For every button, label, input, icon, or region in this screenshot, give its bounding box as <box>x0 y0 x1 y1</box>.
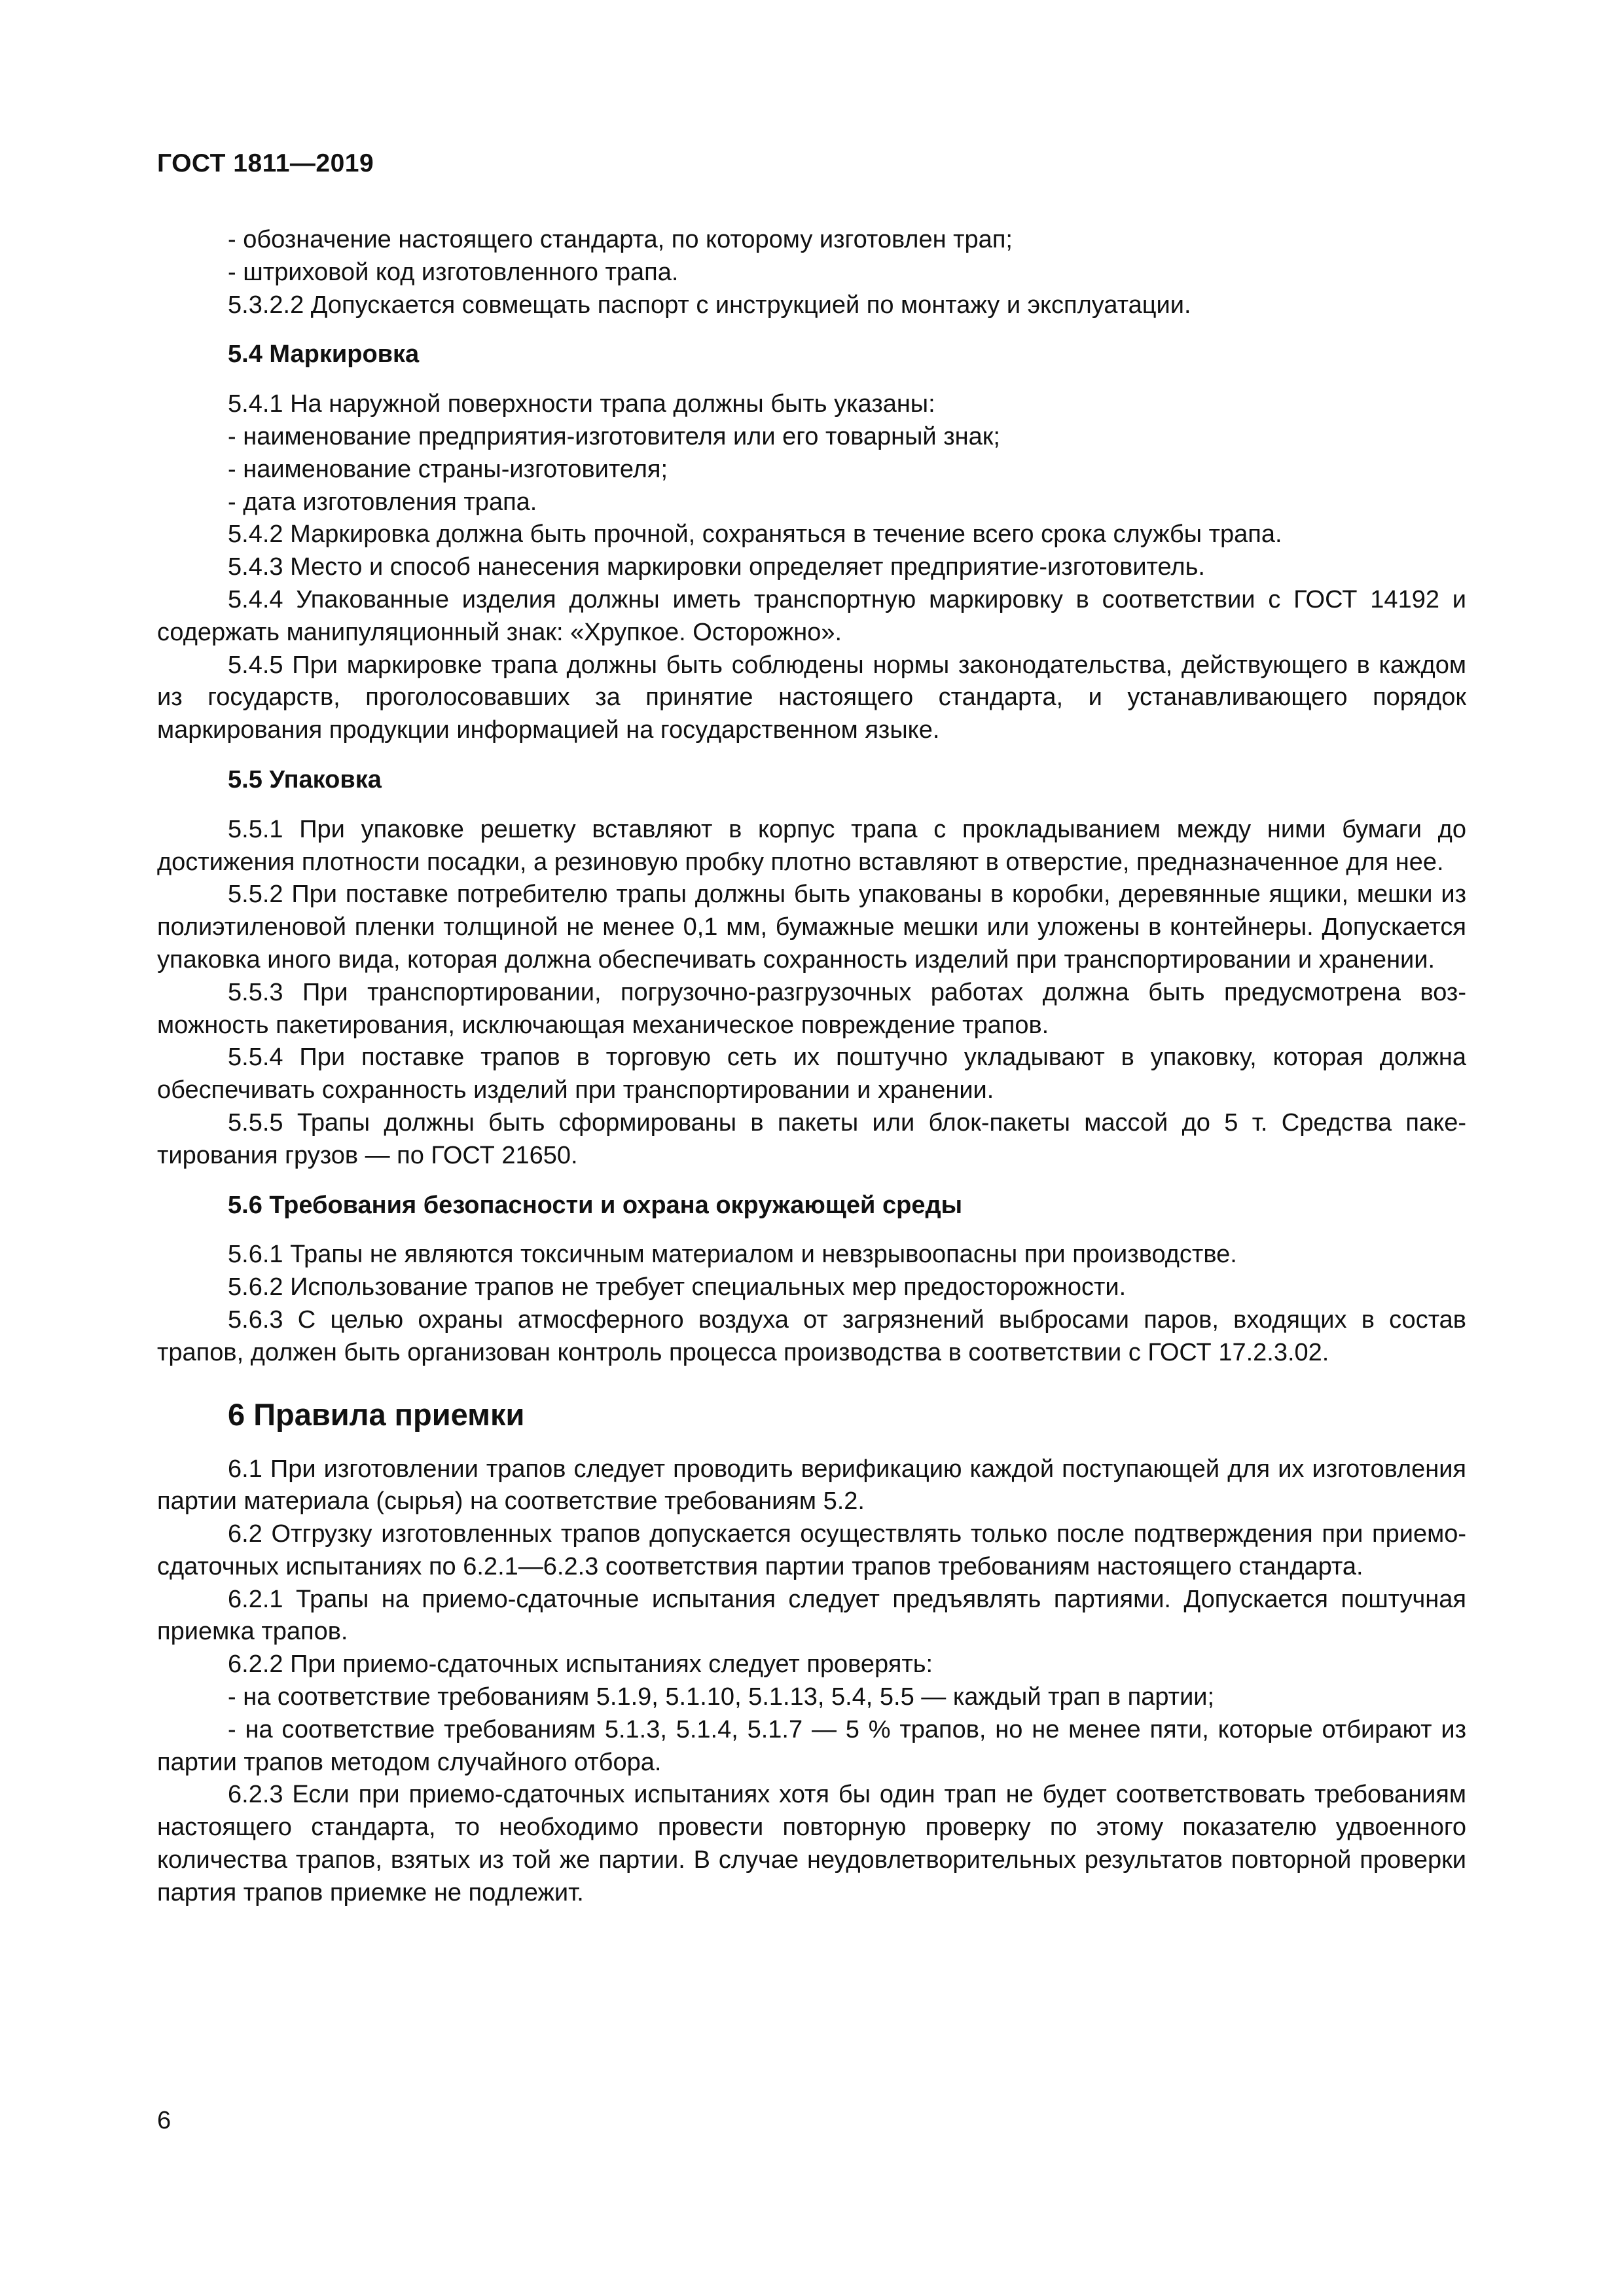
paragraph: - штриховой код изготовленного трапа. <box>228 258 679 286</box>
subsection-heading: 5.5 Упаковка <box>228 765 382 793</box>
paragraph: 6.2.3 Если при приемо-сдаточных испытаниях хотя бы один трап не будет соответствовать требованиям настоящего стандарта, то необходимо провести повторную проверку по этому показателю удвоенного количества трапов, взятых из той же партии. В случае неудовлетворительных результатов повторной проверки партия трапов приемке не подлежит. <box>157 1781 1466 1906</box>
paragraph: 6.2.1 Трапы на приемо-сдаточные испытания следует предъявлять партиями. Допускается поштучная приемка трапов. <box>157 1585 1466 1646</box>
paragraph: 5.4.5 При маркировке трапа должны быть соблюдены нормы законодательства, действующего в каждом из государств, проголосовавших за принятие настоящего стандарта, и устанавливающего порядок маркирования продукции информацией на государственном языке. <box>157 651 1466 744</box>
paragraph: 5.6.3 С целью охраны атмосферного воздуха от загрязнений выбросами паров, входящих в состав трапов, должен быть организован контроль процесса производства в соответствии с ГОСТ 17.2.3.02. <box>157 1305 1466 1366</box>
paragraph: 6.2 Отгрузку изготовленных трапов допускается осуществлять только после подтверждения при приемо-сдаточных испытаниях по 6.2.1—6.2.3 соответствия партии трапов требованиям настоящего стандарта. <box>157 1520 1466 1580</box>
paragraph: 5.5.1 При упаковке решетку вставляют в корпус трапа с прокладыванием между ними бумаги до достижения плотности посадки, а резиновую пробку плотно вставляют в отверстие, предназначенное для нее. <box>157 815 1466 876</box>
paragraph: 5.3.2.2 Допускается совмещать паспорт с инструкцией по монтажу и эксплуатации. <box>228 291 1191 319</box>
paragraph: 5.4.2 Маркировка должна быть прочной, сохраняться в течение всего срока службы трапа. <box>228 520 1282 549</box>
page-number: 6 <box>157 2107 171 2134</box>
document-code: ГОСТ 1811—2019 <box>157 149 374 177</box>
paragraph: 5.4.3 Место и способ нанесения маркировки определяет предприятие-изготовитель. <box>228 553 1205 581</box>
paragraph: 5.6.1 Трапы не являются токсичным материалом и невзрывоопасны при производстве. <box>228 1241 1237 1269</box>
paragraph: 5.4.4 Упакованные изделия должны иметь транспортную маркировку в соответствии с ГОСТ 14192 и содержать манипуляционный знак: «Хрупкое. Осторожно». <box>157 585 1466 646</box>
paragraph: - дата изготовления трапа. <box>228 488 537 516</box>
paragraph: 5.5.5 Трапы должны быть сформированы в пакеты или блок-пакеты массой до 5 т. Средства пакетирования грузов — по ГОСТ 21650. <box>157 1108 1466 1169</box>
document-body <box>157 224 1466 1910</box>
section-heading: 6 Правила приемки <box>228 1396 525 1432</box>
paragraph: 5.5.3 При транспортировании, погрузочно-разгрузочных работах должна быть предусмотрена возможность пакетирования, исключающая механическое повреждение трапов. <box>157 978 1466 1039</box>
paragraph: - на соответствие требованиям 5.1.9, 5.1.10, 5.1.13, 5.4, 5.5 — каждый трап в партии; <box>228 1683 1215 1711</box>
paragraph: 6.2.2 При приемо-сдаточных испытаниях следует проверять: <box>228 1650 933 1679</box>
paragraph: 5.5.2 При поставке потребителю трапы должны быть упакованы в коробки, деревянные ящики, мешки из полиэтиленовой пленки толщиной не менее 0,1 мм, бумажные мешки или уложены в контейнеры. Допускается упаковка иного вида, которая должна обеспечивать сохранность изделий при транспортировании и хранении. <box>157 881 1466 974</box>
paragraph: - наименование страны-изготовителя; <box>228 455 668 483</box>
paragraph: 6.1 При изготовлении трапов следует проводить верификацию каждой поступающей для их изготовления партии материала (сырья) на соответствие требованиям 5.2. <box>157 1455 1466 1516</box>
paragraph: - обозначение настоящего стандарта, по которому изготовлен трап; <box>228 226 1013 253</box>
paragraph: 5.5.4 При поставке трапов в торговую сеть их поштучно укладывают в упаковку, которая должна обеспечивать сохранность изделий при транспортировании и хранении. <box>157 1044 1466 1104</box>
subsection-heading: 5.4 Маркировка <box>228 340 420 369</box>
paragraph: 5.6.2 Использование трапов не требует специальных мер предосторожности. <box>228 1273 1127 1302</box>
paragraph: 5.4.1 На наружной поверхности трапа должны быть указаны: <box>228 390 935 418</box>
subsection-heading: 5.6 Требования безопасности и охрана окружающей среды <box>228 1191 963 1219</box>
paragraph: - наименование предприятия-изготовителя или его товарный знак; <box>228 422 1000 450</box>
paragraph: - на соответствие требованиям 5.1.3, 5.1.4, 5.1.7 — 5 % трапов, но не менее пяти, которые отбирают из партии трапов методом случайного отбора. <box>157 1715 1466 1776</box>
